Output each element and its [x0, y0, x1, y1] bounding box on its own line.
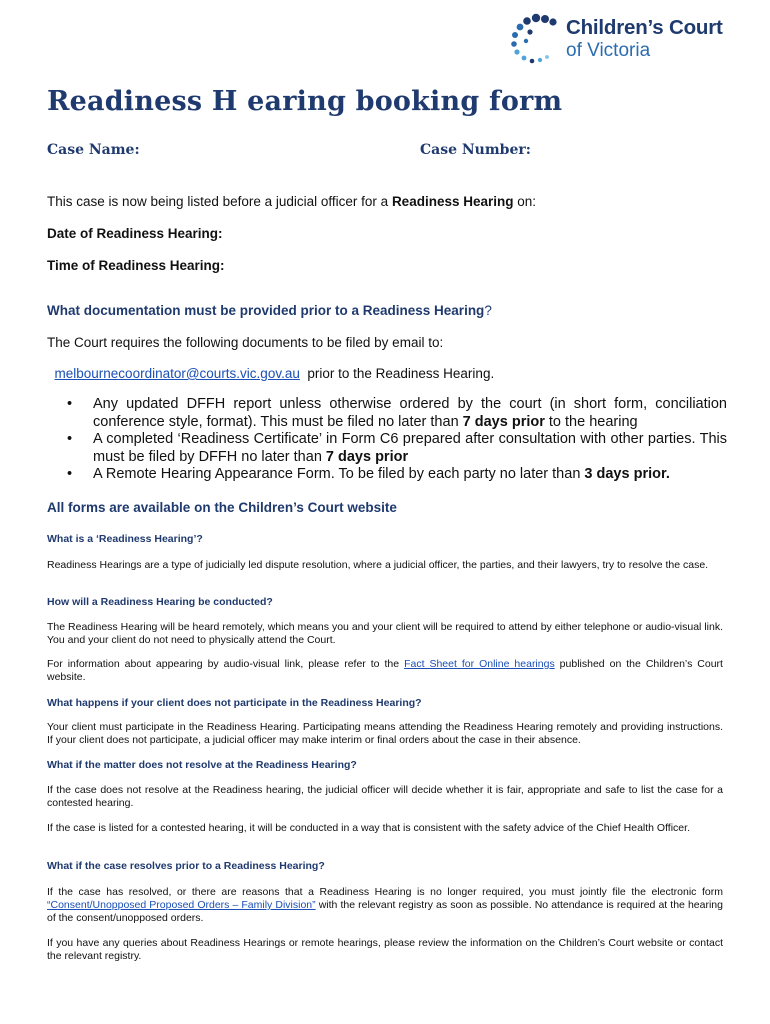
intro-pre: This case is now being listed before a judicial officer for a: [47, 194, 392, 209]
answer-5-post: with the relevant registry as soon as possible. No attendance is required at the hearing of the consent/unopposed orders.: [47, 899, 723, 924]
faq-question-3: What happens if your client does not participate in the Readiness Hearing?: [47, 697, 422, 709]
faq-answer-4b: If the case is listed for a contested hearing, it will be conducted in a way that is consistent with the safety advice of the Chief Health Officer.: [47, 822, 690, 834]
forms-heading: All forms are available on the Children’s Court website: [47, 500, 397, 515]
case-number-label: Case Number:: [420, 142, 531, 158]
documentation-heading-q: ?: [484, 303, 492, 318]
requires-line2: [47, 350, 494, 382]
logo-dots-icon: [506, 12, 562, 64]
answer-2b-post: published on the Children’s Court website.: [47, 658, 723, 683]
faq-question-5: What if the case resolves prior to a Readiness Hearing?: [47, 860, 325, 872]
requires-after: prior to the Readiness Hearing.: [299, 366, 495, 381]
logo-line1: Children’s Court: [566, 16, 723, 39]
bullet-bold: 3 days prior.: [584, 466, 670, 482]
childrens-court-logo: [506, 12, 756, 64]
bullet-bold: 7 days prior: [325, 448, 409, 465]
faq-question-1: What is a ‘Readiness Hearing’?: [47, 533, 203, 545]
faq-answer-2: The Readiness Hearing will be heard remotely, which means you and your client will be required to attend by either telephone or audio-visual link. You and your client do not need to physically attend the Court.: [47, 621, 723, 646]
fact-sheet-link[interactable]: Fact Sheet for Online hearings: [404, 658, 555, 670]
bullet-icon: •: [67, 396, 73, 412]
requirements-list: [47, 396, 727, 484]
bullet-text: A Remote Hearing Appearance Form. To be filed by each party no later than: [93, 466, 585, 482]
page-title: Readiness H earing booking form: [47, 86, 563, 117]
faq-answer-4: If the case does not resolve at the Readiness hearing, the judicial officer will decide whether it is fair, appropriate and safe to list the case for a contested hearing.: [47, 784, 723, 809]
case-name-label: Case Name:: [47, 142, 140, 158]
documentation-heading: [47, 303, 492, 318]
intro-text: [47, 194, 536, 210]
intro-post: on:: [513, 194, 537, 209]
faq-answer-3: Your client must participate in the Readiness Hearing. Participating means attending the Readiness Hearing remotely and providing instructions. If your client does not participate, a judicial officer may make interim or final orders about the case in their absence.: [47, 721, 723, 746]
faq-answer-2b: [47, 658, 723, 684]
bullet-bold: 7 days prior: [462, 413, 545, 430]
list-item: [47, 431, 727, 466]
bullet-text: Any updated DFFH report unless otherwise ordered by the court (in short form, conciliation conference style, format). This must be filed no later than: [93, 396, 727, 430]
answer-2b-pre: For information about appearing by audio-visual link, please refer to the: [47, 658, 405, 670]
faq-question-4: What if the matter does not resolve at the Readiness Hearing?: [47, 759, 357, 771]
documentation-heading-text: What documentation must be provided prior to a Readiness Hearing: [47, 303, 485, 318]
consent-orders-link[interactable]: “Consent/Unopposed Proposed Orders – Family Division”: [47, 899, 316, 911]
faq-answer-5: [47, 886, 723, 925]
requires-line1: The Court requires the following documents to be filed by email to:: [47, 335, 444, 350]
bullet-icon: •: [67, 466, 73, 482]
bullet-text-post: to the hearing: [544, 413, 638, 430]
email-link[interactable]: melbournecoordinator@courts.vic.gov.au: [54, 366, 300, 381]
logo-line2: of Victoria: [566, 40, 651, 61]
time-label: Time of Readiness Hearing:: [47, 258, 225, 273]
intro-bold: Readiness Hearing: [391, 194, 514, 209]
list-item: [47, 396, 727, 431]
faq-answer-5b: If you have any queries about Readiness Hearings or remote hearings, please review the information on the Children’s Court website or contact the relevant registry.: [47, 937, 723, 962]
answer-5-pre: If the case has resolved, or there are reasons that a Readiness Hearing is no longer required, you must jointly file the electronic form: [47, 886, 723, 898]
bullet-text: A completed ‘Readiness Certificate’ in Form C6 prepared after consultation with other parties. This must be filed by DFFH no later than: [93, 431, 727, 465]
faq-question-2: How will a Readiness Hearing be conducted?: [47, 596, 273, 608]
list-item: [47, 466, 727, 484]
date-label: Date of Readiness Hearing:: [47, 226, 223, 241]
bullet-icon: •: [67, 431, 73, 447]
faq-answer-1: Readiness Hearings are a type of judicially led dispute resolution, where a judicial officer, the parties, and their lawyers, try to resolve the case.: [47, 559, 709, 571]
